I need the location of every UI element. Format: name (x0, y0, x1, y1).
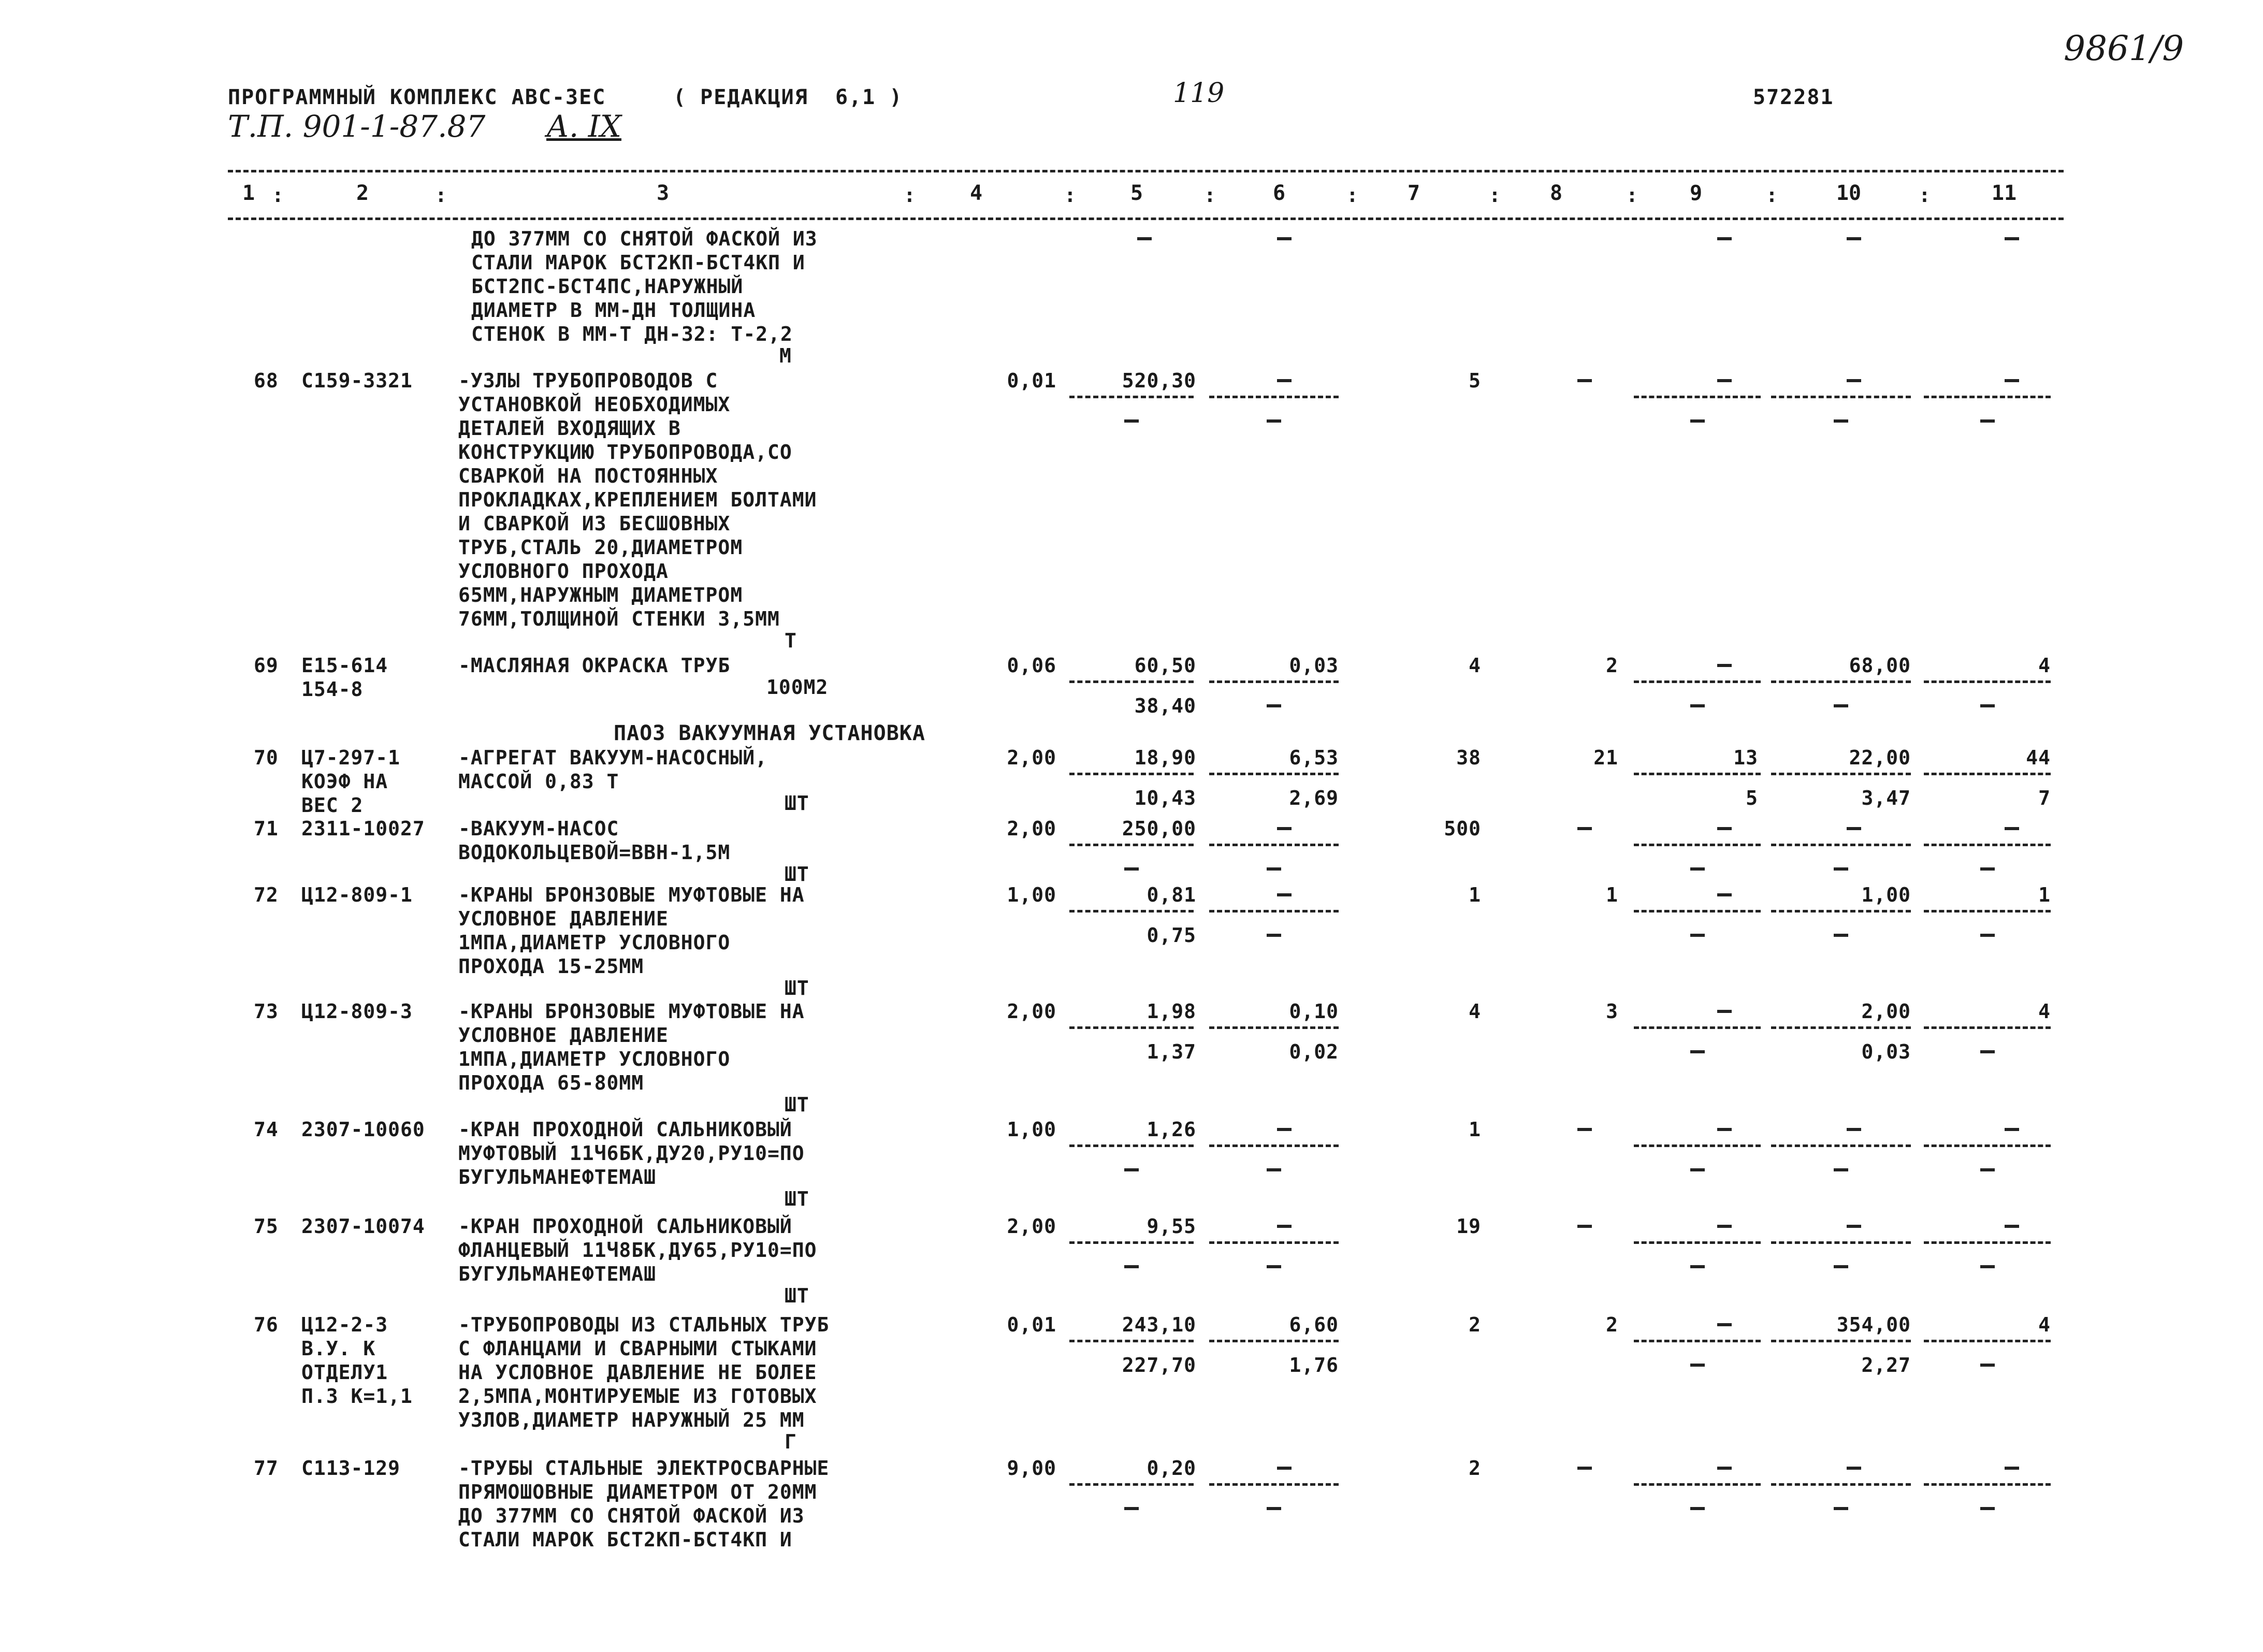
row-description: -АГРЕГАТ ВАКУУМ-НАСОСНЫЙ, МАССОЙ 0,83 Т (458, 746, 767, 793)
value-c8: 3 (1606, 1000, 1618, 1023)
empty-value-dash (1267, 934, 1281, 937)
cell-divider-line (1634, 1144, 1761, 1147)
cell-divider-line (1069, 1340, 1194, 1342)
row-code: Е15-614 154-8 (301, 654, 388, 701)
page-number: 119 (1173, 78, 1225, 109)
row-code: 2311-10027 (301, 817, 425, 840)
value-c5b: 10,43 (1134, 787, 1196, 809)
program-title: ПРОГРАММНЫЙ КОМПЛЕКС АВС-3ЕС (228, 85, 606, 109)
column-header-3: 3 (656, 181, 670, 205)
empty-value-dash (1690, 1364, 1705, 1367)
column-header-5: 5 (1130, 181, 1143, 205)
empty-value-dash (1577, 1128, 1592, 1131)
value-c4: 2,00 (1007, 746, 1056, 769)
column-header-1: 1 (242, 181, 255, 205)
row-description: -УЗЛЫ ТРУБОПРОВОДОВ С УСТАНОВКОЙ НЕОБХОДИМЫХ ДЕТАЛЕЙ ВХОДЯЩИХ В КОНСТРУКЦИЮ ТРУБОПРОВОДА,СО СВАРКОЙ НА ПОСТОЯННЫХ ПРОКЛАДКАХ,КРЕПЛЕНИЕМ БОЛТАМИ И СВАРКОЙ ИЗ БЕСШОВНЫХ ТРУБ,СТАЛЬ 20,ДИАМЕТРОМ УСЛОВНОГО ПРОХОДА 65ММ,НАРУЖНЫМ ДИАМЕТРОМ 76ММ,ТОЛЩИНОЙ СТЕНКИ 3,5ММ (458, 369, 817, 630)
cell-divider-line (1209, 1483, 1339, 1486)
value-c5: 250,00 (1122, 817, 1196, 840)
row-code: С159-3321 (301, 369, 413, 392)
value-c9b: 5 (1746, 787, 1758, 809)
cell-divider-line (1069, 1026, 1194, 1029)
empty-value-dash (1124, 1168, 1139, 1171)
empty-value-dash (1847, 1467, 1861, 1470)
continuation-unit: М (779, 344, 792, 367)
cell-divider-line (1924, 1241, 2051, 1244)
row-unit: ШТ (785, 792, 809, 815)
row-number: 76 (254, 1313, 279, 1336)
column-header-7: 7 (1407, 181, 1420, 205)
value-c6: 0,10 (1289, 1000, 1339, 1023)
column-header-2: 2 (356, 181, 369, 205)
cell-divider-line (1209, 1340, 1339, 1342)
row-description: -ТРУБОПРОВОДЫ ИЗ СТАЛЬНЫХ ТРУБ С ФЛАНЦАМИ И СВАРНЫМИ СТЫКАМИ НА УСЛОВНОЕ ДАВЛЕНИЕ НЕ БОЛЕЕ 2,5МПА,МОНТИРУЕМЫЕ ИЗ ГОТОВЫХ УЗЛОВ,ДИАМЕТР НАРУЖНЫЙ 25 ММ (458, 1313, 830, 1431)
value-c5b: 227,70 (1122, 1354, 1196, 1376)
continuation-description: ДО 377ММ СО СНЯТОЙ ФАСКОЙ ИЗ СТАЛИ МАРОК БСТ2КП-БСТ4КП И БСТ2ПС-БСТ4ПС,НАРУЖНЫЙ ДИАМЕТР В ММ-ДН ТОЛЩИНА СТЕНОК В ММ-Т ДН-32: Т-2,2 (471, 227, 818, 345)
value-c4: 0,01 (1007, 1313, 1056, 1336)
cell-divider-line (1069, 910, 1194, 912)
value-c8: 1 (1606, 883, 1618, 906)
empty-value-dash (1690, 1507, 1705, 1510)
value-c7: 4 (1469, 1000, 1481, 1023)
row-code: Ц12-2-3 В.У. К ОТДЕЛУ1 П.3 К=1,1 (301, 1313, 413, 1408)
empty-value-dash (1124, 1507, 1139, 1510)
cell-divider-line (1924, 1144, 2051, 1147)
cell-divider-line (1209, 1026, 1339, 1029)
cell-divider-line (1634, 680, 1761, 683)
empty-value-dash (1847, 237, 1861, 240)
value-c5: 520,30 (1122, 369, 1196, 392)
value-c7: 1 (1469, 883, 1481, 906)
value-c5: 0,81 (1147, 883, 1196, 906)
empty-value-dash (1690, 1168, 1705, 1171)
value-c7: 4 (1469, 654, 1481, 677)
value-c10: 22,00 (1849, 746, 1911, 769)
empty-value-dash (1690, 1050, 1705, 1053)
cell-divider-line (1634, 1340, 1761, 1342)
empty-value-dash (1690, 934, 1705, 937)
empty-value-dash (1980, 419, 1995, 423)
empty-value-dash (1834, 867, 1848, 871)
value-c6b: 0,02 (1289, 1040, 1339, 1063)
value-c7: 2 (1469, 1313, 1481, 1336)
empty-value-dash (1277, 237, 1292, 240)
row-code: Ц7-297-1 КОЭФ НА ВЕС 2 (301, 746, 401, 817)
cell-divider-line (1209, 680, 1339, 683)
empty-value-dash (1717, 237, 1732, 240)
value-c10b: 0,03 (1861, 1040, 1911, 1063)
row-unit: Т (785, 629, 797, 652)
header-bottom-rule (228, 218, 2064, 220)
row-number: 69 (254, 654, 279, 677)
value-c4: 9,00 (1007, 1457, 1056, 1480)
value-c7: 1 (1469, 1118, 1481, 1141)
value-c11: 1 (2038, 883, 2051, 906)
value-c5: 1,98 (1147, 1000, 1196, 1023)
cell-divider-line (1069, 773, 1194, 775)
empty-value-dash (1277, 893, 1292, 896)
value-c9: 13 (1733, 746, 1758, 769)
column-separator: : (1064, 184, 1076, 207)
value-c7: 5 (1469, 369, 1481, 392)
cell-divider-line (1771, 773, 1911, 775)
empty-value-dash (1980, 1265, 1995, 1268)
empty-value-dash (1834, 1265, 1848, 1268)
empty-value-dash (1834, 934, 1848, 937)
empty-value-dash (1717, 893, 1732, 896)
value-c10: 68,00 (1849, 654, 1911, 677)
value-c11b: 7 (2038, 787, 2051, 809)
row-number: 74 (254, 1118, 279, 1141)
cell-divider-line (1634, 773, 1761, 775)
cell-divider-line (1209, 910, 1339, 912)
empty-value-dash (1577, 1225, 1592, 1228)
row-unit: Г (785, 1430, 797, 1453)
row-number: 71 (254, 817, 279, 840)
empty-value-dash (1267, 1265, 1281, 1268)
empty-value-dash (1717, 1467, 1732, 1470)
cell-divider-line (1924, 396, 2051, 398)
empty-value-dash (1980, 1364, 1995, 1367)
value-c4: 2,00 (1007, 817, 1056, 840)
empty-value-dash (1717, 664, 1732, 667)
value-c4: 0,01 (1007, 369, 1056, 392)
value-c11: 4 (2038, 654, 2051, 677)
value-c11: 44 (2026, 746, 2051, 769)
empty-value-dash (1717, 1225, 1732, 1228)
empty-value-dash (1277, 1467, 1292, 1470)
value-c5b: 1,37 (1147, 1040, 1196, 1063)
value-c11: 4 (2038, 1313, 2051, 1336)
value-c8: 2 (1606, 1313, 1618, 1336)
empty-value-dash (2005, 827, 2019, 830)
empty-value-dash (1267, 704, 1281, 707)
row-number: 68 (254, 369, 279, 392)
value-c6b: 2,69 (1289, 787, 1339, 809)
column-header-4: 4 (969, 181, 983, 205)
empty-value-dash (1690, 419, 1705, 423)
value-c6: 6,60 (1289, 1313, 1339, 1336)
value-c7: 500 (1444, 817, 1481, 840)
row-description: -МАСЛЯНАЯ ОКРАСКА ТРУБ (458, 654, 731, 677)
cell-divider-line (1209, 773, 1339, 775)
row-number: 77 (254, 1457, 279, 1480)
empty-value-dash (1277, 827, 1292, 830)
empty-value-dash (1267, 1507, 1281, 1510)
value-c10: 1,00 (1861, 883, 1911, 906)
value-c5b: 38,40 (1134, 694, 1196, 717)
empty-value-dash (1267, 419, 1281, 423)
empty-value-dash (1690, 867, 1705, 871)
row-number: 72 (254, 883, 279, 906)
column-separator: : (272, 184, 284, 207)
cell-divider-line (1771, 910, 1911, 912)
cell-divider-line (1771, 1026, 1911, 1029)
row-code: 2307-10074 (301, 1215, 425, 1238)
handwritten-album: А. IX (546, 109, 621, 144)
cell-divider-line (1634, 1026, 1761, 1029)
value-c4: 1,00 (1007, 1118, 1056, 1141)
cell-divider-line (1771, 680, 1911, 683)
empty-value-dash (1847, 1225, 1861, 1228)
cell-divider-line (1634, 844, 1761, 846)
empty-value-dash (1577, 379, 1592, 382)
cell-divider-line (1209, 1144, 1339, 1147)
value-c5: 18,90 (1134, 746, 1196, 769)
empty-value-dash (1847, 379, 1861, 382)
value-c7: 2 (1469, 1457, 1481, 1480)
cell-divider-line (1069, 396, 1194, 398)
cell-divider-line (1069, 1241, 1194, 1244)
empty-value-dash (1124, 867, 1139, 871)
value-c6b: 1,76 (1289, 1354, 1339, 1376)
row-number: 75 (254, 1215, 279, 1238)
cell-divider-line (1924, 910, 2051, 912)
column-header-8: 8 (1549, 181, 1563, 205)
cell-divider-line (1209, 396, 1339, 398)
cell-divider-line (1209, 844, 1339, 846)
value-c10b: 3,47 (1861, 787, 1911, 809)
value-c5: 0,20 (1147, 1457, 1196, 1480)
value-c5b: 0,75 (1147, 924, 1196, 947)
empty-value-dash (1137, 237, 1152, 240)
handwritten-project: Т.П. 901-1-87.87 (228, 109, 486, 144)
cell-divider-line (1069, 680, 1194, 683)
value-c6: 6,53 (1289, 746, 1339, 769)
cell-divider-line (1069, 1483, 1194, 1486)
empty-value-dash (1847, 827, 1861, 830)
cell-divider-line (1924, 1483, 2051, 1486)
empty-value-dash (1834, 704, 1848, 707)
row-description: -КРАН ПРОХОДНОЙ САЛЬНИКОВЫЙ МУФТОВЫЙ 11Ч6БК,ДУ20,РУ10=ПО БУГУЛЬМАНЕФТЕМАШ (458, 1118, 805, 1189)
column-separator: : (1626, 184, 1638, 207)
empty-value-dash (1834, 1168, 1848, 1171)
empty-value-dash (1277, 1128, 1292, 1131)
value-c5: 1,26 (1147, 1118, 1196, 1141)
cell-divider-line (1771, 1241, 1911, 1244)
value-c7: 38 (1456, 746, 1481, 769)
value-c4: 2,00 (1007, 1215, 1056, 1238)
row-unit: ШТ (785, 1187, 809, 1210)
value-c5: 9,55 (1147, 1215, 1196, 1238)
cell-divider-line (1634, 1483, 1761, 1486)
row-unit: 100М2 (766, 676, 829, 699)
cell-divider-line (1771, 844, 1911, 846)
value-c10b: 2,27 (1861, 1354, 1911, 1376)
cell-divider-line (1069, 844, 1194, 846)
value-c11: 4 (2038, 1000, 2051, 1023)
row-code: 2307-10060 (301, 1118, 425, 1141)
value-c4: 2,00 (1007, 1000, 1056, 1023)
cell-divider-line (1771, 1483, 1911, 1486)
empty-value-dash (1717, 1010, 1732, 1013)
row-number: 70 (254, 746, 279, 769)
row-number: 73 (254, 1000, 279, 1023)
cell-divider-line (1771, 1340, 1911, 1342)
empty-value-dash (1267, 867, 1281, 871)
section-title: ПАО3 ВАКУУМНАЯ УСТАНОВКА (614, 721, 925, 745)
column-separator: : (1346, 184, 1358, 207)
row-code: Ц12-809-3 (301, 1000, 413, 1023)
cell-divider-line (1924, 773, 2051, 775)
cell-divider-line (1634, 910, 1761, 912)
handwritten-corner-number: 9861/9 (2064, 28, 2184, 68)
row-unit: ШТ (785, 977, 809, 999)
value-c4: 0,06 (1007, 654, 1056, 677)
column-separator: : (904, 184, 916, 207)
value-c10: 2,00 (1861, 1000, 1911, 1023)
empty-value-dash (1980, 934, 1995, 937)
cell-divider-line (1209, 1241, 1339, 1244)
value-c5: 60,50 (1134, 654, 1196, 677)
empty-value-dash (1717, 379, 1732, 382)
column-separator: : (1766, 184, 1778, 207)
value-c4: 1,00 (1007, 883, 1056, 906)
empty-value-dash (1847, 1128, 1861, 1131)
empty-value-dash (1834, 1507, 1848, 1510)
column-header-11: 11 (1991, 181, 2017, 205)
row-unit: ШТ (785, 863, 809, 886)
empty-value-dash (2005, 1225, 2019, 1228)
edition-label: ( РЕДАКЦИЯ 6,1 ) (673, 85, 903, 109)
row-description: -ВАКУУМ-НАСОС ВОДОКОЛЬЦЕВОЙ=ВВН-1,5М (458, 817, 731, 864)
empty-value-dash (1980, 1050, 1995, 1053)
empty-value-dash (1577, 827, 1592, 830)
cell-divider-line (1069, 1144, 1194, 1147)
empty-value-dash (1980, 704, 1995, 707)
value-c8: 2 (1606, 654, 1618, 677)
empty-value-dash (2005, 1467, 2019, 1470)
column-separator: : (1204, 184, 1216, 207)
row-description: -КРАН ПРОХОДНОЙ САЛЬНИКОВЫЙ ФЛАНЦЕВЫЙ 11Ч8БК,ДУ65,РУ10=ПО БУГУЛЬМАНЕФТЕМАШ (458, 1215, 817, 1285)
column-separator: : (435, 184, 447, 207)
cell-divider-line (1771, 396, 1911, 398)
empty-value-dash (1717, 1128, 1732, 1131)
empty-value-dash (1124, 419, 1139, 423)
value-c10: 354,00 (1836, 1313, 1911, 1336)
cell-divider-line (1634, 1241, 1761, 1244)
empty-value-dash (1717, 827, 1732, 830)
column-header-6: 6 (1272, 181, 1286, 205)
cell-divider-line (1924, 1026, 2051, 1029)
empty-value-dash (2005, 1128, 2019, 1131)
empty-value-dash (1690, 704, 1705, 707)
row-unit: ШТ (785, 1284, 809, 1307)
value-c5: 243,10 (1122, 1313, 1196, 1336)
header-top-rule (228, 170, 2064, 172)
cell-divider-line (1924, 844, 2051, 846)
empty-value-dash (1577, 1467, 1592, 1470)
cell-divider-line (1634, 396, 1761, 398)
empty-value-dash (1980, 1507, 1995, 1510)
empty-value-dash (2005, 237, 2019, 240)
row-code: Ц12-809-1 (301, 883, 413, 906)
cell-divider-line (1771, 1144, 1911, 1147)
empty-value-dash (2005, 379, 2019, 382)
row-description: -КРАНЫ БРОНЗОВЫЕ МУФТОВЫЕ НА УСЛОВНОЕ ДАВЛЕНИЕ 1МПА,ДИАМЕТР УСЛОВНОГО ПРОХОДА 15-25ММ (458, 883, 805, 978)
empty-value-dash (1834, 419, 1848, 423)
row-description: -КРАНЫ БРОНЗОВЫЕ МУФТОВЫЕ НА УСЛОВНОЕ ДАВЛЕНИЕ 1МПА,ДИАМЕТР УСЛОВНОГО ПРОХОДА 65-80ММ (458, 1000, 805, 1094)
value-c8: 21 (1593, 746, 1618, 769)
cell-divider-line (1924, 1340, 2051, 1342)
doc-code: 572281 (1753, 85, 1834, 109)
empty-value-dash (1277, 1225, 1292, 1228)
column-header-9: 9 (1689, 181, 1703, 205)
empty-value-dash (1277, 379, 1292, 382)
empty-value-dash (1980, 1168, 1995, 1171)
empty-value-dash (1690, 1265, 1705, 1268)
value-c7: 19 (1456, 1215, 1481, 1238)
column-separator: : (1489, 184, 1501, 207)
column-separator: : (1919, 184, 1931, 207)
row-unit: ШТ (785, 1093, 809, 1116)
empty-value-dash (1267, 1168, 1281, 1171)
empty-value-dash (1124, 1265, 1139, 1268)
value-c6: 0,03 (1289, 654, 1339, 677)
cell-divider-line (1924, 680, 2051, 683)
row-code: С113-129 (301, 1457, 401, 1480)
empty-value-dash (1717, 1323, 1732, 1326)
row-description: -ТРУБЫ СТАЛЬНЫЕ ЭЛЕКТРОСВАРНЫЕ ПРЯМОШОВНЫЕ ДИАМЕТРОМ ОТ 20ММ ДО 377ММ СО СНЯТОЙ ФАСКОЙ ИЗ СТАЛИ МАРОК БСТ2КП-БСТ4КП И (458, 1457, 830, 1551)
column-header-10: 10 (1836, 181, 1862, 205)
empty-value-dash (1980, 867, 1995, 871)
